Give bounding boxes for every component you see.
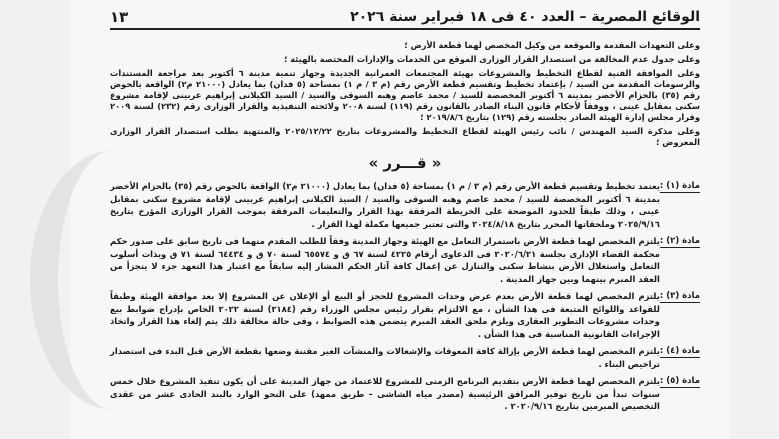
- article-text: يلتزم المخصص لهما قطعة الأرض باستمرار التعامل مع الهيئة وجهاز المدينة وفقاً للطلب المقدم منهما فى تاريخ سابق على صدور حكم محكمة القضاء الإدارى بجلسة ٢٠٢٠/٦/٢١ فى الدعاوى أرقام ٤٢٢٥ لسنة ٦٧ ق و ٦٥٥٧٤ لسنة ٧٠ ق و ٦٤٤٣٤ لسنة ٧١ ق وبذات أسلوب التعامل واستغلال الأرض بنشاط سكنى والتنازل عن إعمال كافة آثار الحكم المشار إليه سابقاً مع اعتبار هذا التعهد جزء لا يتجزأ من العقد المبرم بينهما وبين جهاز المدينة .: [110, 236, 660, 284]
- article-text: يلتزم المخصص لهما قطعة الأرض بإزالة كافة المعوقات والإشغالات والمنشآت الغير مقننة وضعها بقطعة الأرض قبل البدء فى استصدار تراخيص البناء .: [110, 346, 660, 369]
- gazette-page: [70, 0, 730, 439]
- article-1: [110, 180, 700, 230]
- article-label: مادة (٥) :: [659, 376, 700, 386]
- article-label: مادة (٤) :: [659, 346, 700, 356]
- article-3: [110, 290, 700, 340]
- preamble-paragraph: وعلى الموافقة الفنية لقطاع التخطيط والمشروعات بهيئة المجتمعات العمرانية الجديدة وجهاز تنمية مدينة ٦ أكتوبر بعد مراجعة المستندات والرسومات المقدمة من السيد / بإعتماد تخطيط وتقسيم قطعة الأرض رقم (م ٣ / م ١) بمساحة (٥ فدان) بما يعادل (٢١٠٠٠ م٢) الواقعة بالحوض رقم (٣٥) بالحزام الأخضر بمدينة ٦ أكتوبر المخصصة للسيد / محمد عاصم وهبه السوقى والسيد / السيد الكيلانى إبراهيم عربينى لإقامة مشروع سكنى بمقابل عينى ، ووفقاً لأحكام قانون البناء الصادر بالقانون رقم (١١٩) لسنة ٢٠٠٨ ولائحته التنفيذية والقرار الوزارى رقم (٢٣٢) لسنة ٢٠٠٩ وقرار مجلس إدارة الهيئة الصادر بجلسته رقم (١٢٩) بتاريخ ٢٠١٩/٨/٦ ؛: [110, 68, 701, 122]
- article-label: مادة (٢) :: [659, 236, 700, 246]
- article-label: مادة (١) :: [659, 181, 700, 191]
- preamble-paragraph: وعلى مذكرة السيد المهندس / نائب رئيس الهيئة لقطاع التخطيط والمشروعات بتاريخ ٢٠٢٥/١٢/٢٢ والمنتهية بطلب استصدار القرار الوزارى المعروض ؛: [110, 126, 700, 147]
- preamble-paragraph: وعلى جدول عدم المخالفة من استصدار القرار الوزارى الموقع من الخدمات والإدارات المختصة بالهيئة ؛: [284, 54, 700, 64]
- article-text: يلتزم المخصص لهما قطعة الأرض بعدم عرض وحدات المشروع للحجز أو البيع أو الإعلان عن المشروع إلا بعد موافقة الهيئة وطبقاً للقواعد واللوائح المتبعة فى هذا الشأن ، مع الالتزام بقرار رئيس مجلس الوزراء رقم (٢١٨٤) لسنة ٢٠٢٢ الخاص بإدراج ضوابط بيع وحدات مشروعات التطوير العقارى ويلزم ملحق العقد المبرم يتضمن هذه الضوابط ، وفى حالة مخالفة ذلك يتم إلغاء هذا القرار واتخاذ الإجراءات القانونية المناسبة فى هذا الشأن .: [110, 291, 660, 339]
- document-body: [110, 40, 700, 418]
- decree-heading: « قـــرر »: [368, 154, 442, 172]
- article-4: [110, 345, 700, 370]
- article-text: يلتزم المخصص لهما قطعة الأرض بتقديم البرنامج الزمنى للمشروع للاعتماد من جهاز المدينة على أن يكون تنفيذ المشروع خلال خمس سنوات تبدأ من تاريخ توفير المرافق الرئيسية (مصدر مياه الشاشى – طريق ممهد) على النحو الوارد بالبند الحادى عشر من عقدى التخصيص المبرمين بتاريخ ٢٠٢٠/٩/١٦ .: [110, 376, 660, 411]
- gazette-title: الوقائع المصرية – العدد ٤٠ فى ١٨ فبراير سنة ٢٠٢٦: [350, 9, 700, 25]
- article-5: [110, 375, 700, 413]
- preamble-paragraph: وعلى التعهدات المقدمة والموقعة من وكيل المخصص لهما قطعة الأرض ؛: [404, 40, 700, 50]
- page-header: [110, 6, 700, 30]
- article-label: مادة (٣) :: [659, 291, 700, 301]
- article-text: يعتمد تخطيط وتقسيم قطعة الأرض رقم (م ٣ / م ١) بمساحة (٥ فدان) بما يعادل (٢١٠٠٠ م٢) الواقعة بالحوض رقم (٣٥) بالحزام الأخضر بمدينة ٦ أكتوبر المخصصة للسيد / محمد عاصم وهبه السوقى والسيد / السيد الكيلانى إبراهيم عربينى لإقامة مشروع سكنى بمقابل عينى ، وذلك طبقاً للحدود الموضحة على الخريطة المرفقة بهذا القرار والتعليمات المرفقة بموجب القرار الوزارى المؤرخ بتاريخ ٢٠٢٥/٩/١٦ وملحقاتها المحرر بتاريخ ٢٠٢٤/٨/١٨ والتى تعتبر جميعها مكملة لهذا القرار .: [110, 181, 660, 229]
- preamble: [110, 40, 700, 148]
- article-2: [110, 235, 700, 285]
- page-number: ١٣: [110, 8, 129, 26]
